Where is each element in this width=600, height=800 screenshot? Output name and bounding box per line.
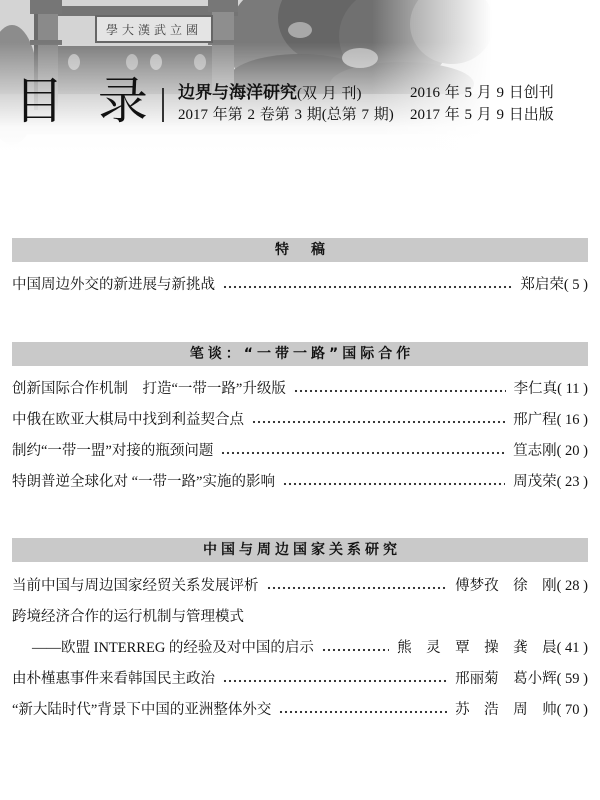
entry-page-number: ( 59 ) [556, 671, 588, 687]
entry-list [12, 270, 588, 301]
masthead-row [178, 82, 588, 104]
entry-title: 创新国际合作机制 打造“一带一路”升级版 [12, 381, 286, 397]
dot-leader [221, 451, 505, 455]
entry-authors: 苏 浩 周 帅 [455, 702, 557, 718]
entry-title: 当前中国与周边国家经贸关系发展评析 [12, 578, 259, 594]
entry-authors: 傅梦孜 徐 刚 [455, 578, 557, 594]
entry-page-number: ( 5 ) [563, 277, 588, 293]
entry-authors: 邢广程 [513, 412, 557, 428]
entry-title: 由朴槿惠事件来看韩国民主政治 [12, 671, 215, 687]
toc-section [12, 342, 588, 498]
entry-list [12, 374, 588, 498]
toc-entry [12, 571, 588, 602]
entry-page-number: ( 41 ) [556, 640, 588, 656]
section-heading-bar [12, 342, 588, 366]
entry-authors: 李仁真 [513, 381, 558, 397]
entry-authors: 周茂荣 [513, 474, 557, 490]
issue-info: 2017 年第 2 卷第 3 期(总第 7 期) [178, 107, 394, 123]
entry-subtitle: ——欧盟 INTERREG 的经验及对中国的启示 [32, 640, 314, 656]
journal-name: 边界与海洋研究 [178, 83, 297, 102]
section-heading: 笔谈：“一带一路”国际合作 [189, 346, 415, 362]
section-heading: 特 稿 [275, 242, 329, 258]
entry-page-number: ( 11 ) [557, 381, 588, 397]
founded-date: 2016 年 5 月 9 日创刊 [410, 85, 554, 101]
dot-leader [223, 679, 447, 683]
toc-entry [12, 270, 588, 301]
entry-page-number: ( 23 ) [556, 474, 588, 490]
entry-list [12, 571, 588, 726]
entry-authors: 熊 灵 覃 操 龚 晨 [397, 640, 557, 656]
entry-title: 特朗普逆全球化对 “一带一路”实施的影响 [12, 474, 275, 490]
toc-entry [12, 664, 588, 695]
journal-frequency: (双 月 刊) [297, 86, 362, 102]
entry-title: 制约“一带一盟”对接的瓶颈问题 [12, 443, 214, 459]
section-heading-bar [12, 538, 588, 562]
dot-leader [294, 389, 506, 393]
entry-title: 中国周边外交的新进展与新挑战 [12, 277, 215, 293]
toc-title: 目 录 [14, 72, 157, 130]
entry-page-number: ( 20 ) [556, 443, 588, 459]
entry-title: 跨境经济合作的运行机制与管理模式 [12, 609, 244, 625]
publish-date: 2017 年 5 月 9 日出版 [410, 107, 554, 123]
dot-leader [279, 710, 447, 714]
toc-section [12, 538, 588, 726]
dot-leader [223, 285, 512, 289]
toc-entry-subtitle-line [12, 633, 588, 664]
entry-authors: 笪志刚 [513, 443, 557, 459]
entry-page-number: ( 70 ) [556, 702, 588, 718]
entry-page-number: ( 16 ) [556, 412, 588, 428]
entry-page-number: ( 28 ) [556, 578, 588, 594]
journal-title-group [178, 83, 362, 102]
toc-entry [12, 467, 588, 498]
toc-section [12, 238, 588, 301]
masthead [178, 82, 588, 126]
entry-authors: 邢丽菊 葛小辉 [455, 671, 557, 687]
entry-title: “新大陆时代”背景下中国的亚洲整体外交 [12, 702, 272, 718]
toc-entry [12, 695, 588, 726]
toc-entry [12, 374, 588, 405]
entry-authors: 郑启荣 [520, 277, 564, 293]
masthead-row [178, 104, 588, 126]
dot-leader [267, 586, 448, 590]
toc-entry [12, 436, 588, 467]
section-heading-bar [12, 238, 588, 262]
toc-entry-title-line [12, 602, 588, 633]
dot-leader [322, 648, 389, 652]
dot-leader [283, 482, 505, 486]
toc-entry [12, 405, 588, 436]
title-separator [162, 88, 164, 122]
dot-leader [252, 420, 505, 424]
section-heading: 中国与周边国家关系研究 [203, 542, 401, 558]
entry-title: 中俄在欧亚大棋局中找到利益契合点 [12, 412, 244, 428]
